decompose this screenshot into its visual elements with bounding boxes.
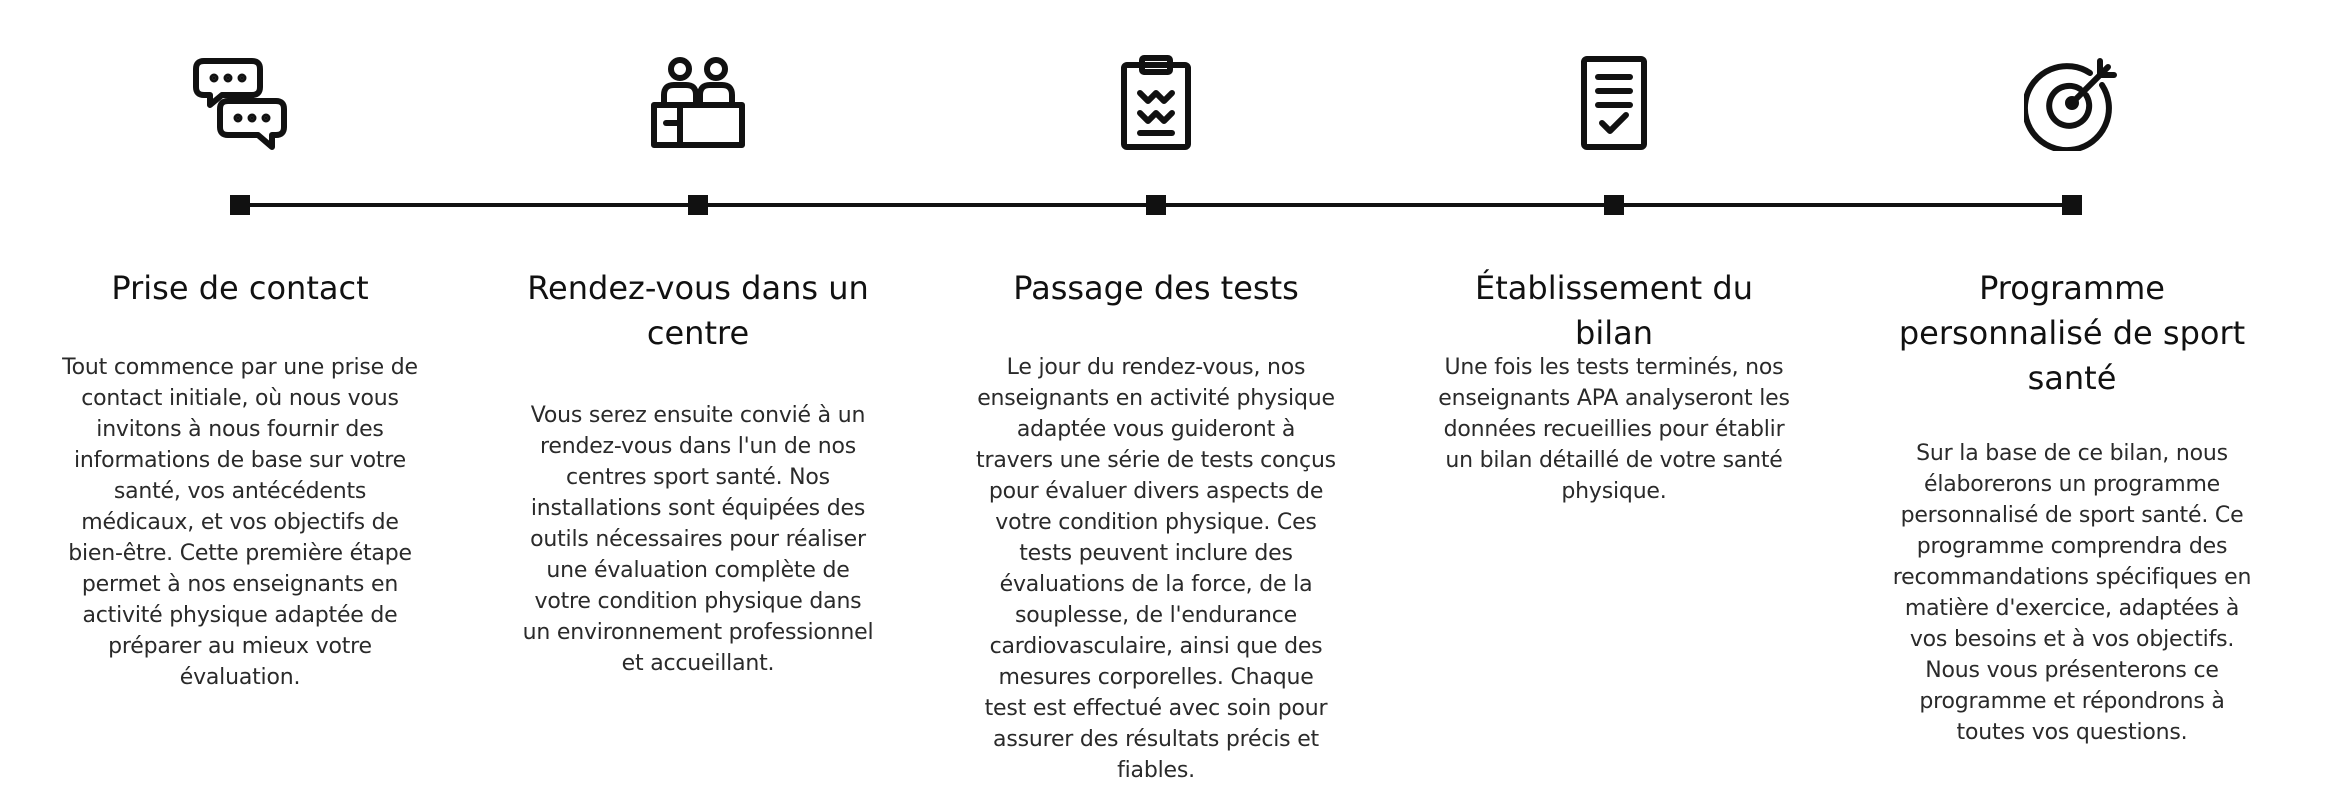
timeline-step-contact (60, 0, 420, 806)
step-title: Passage des tests (1013, 269, 1299, 307)
step-title: Prise de contact (111, 269, 369, 307)
timeline-step-tests (976, 0, 1336, 806)
timeline-step-report (1434, 0, 1794, 806)
step-description: Vous serez ensuite convié à un rendez-vous dans l'un de nos centres sport santé. Nos installations sont équipées des outils nécessaires pour réaliser une évaluation complète de votre condition physique dans un environnement professionnel et accueillant. (522, 403, 874, 676)
checklist-document-icon (1566, 55, 1662, 151)
step-description: Sur la base de ce bilan, nous élaborerons un programme personnalisé de sport santé. Ce programme comprendra des recommandations spécifiques en matière d'exercice, adaptées à vos besoins et à vos objectifs. Nous vous présenterons ce programme et répondrons à toutes vos questions. (1892, 441, 2252, 745)
timeline-marker (1604, 195, 1624, 215)
clipboard-test-icon (1108, 55, 1204, 151)
timeline-marker (1146, 195, 1166, 215)
step-description: Une fois les tests terminés, nos enseignants APA analyseront les données recueillies pour établir un bilan détaillé de votre santé physique. (1438, 355, 1790, 504)
timeline-marker (230, 195, 250, 215)
timeline-step-program (1892, 0, 2252, 806)
step-title: Rendez-vous dans un centre (527, 269, 869, 352)
timeline-marker (2062, 195, 2082, 215)
timeline-step-appointment (518, 0, 878, 806)
target-arrow-icon (2024, 55, 2120, 151)
meeting-people-icon (650, 55, 746, 151)
step-title: Programme personnalisé de sport santé (1898, 269, 2246, 397)
step-title: Établissement du bilan (1475, 269, 1753, 352)
timeline-marker (688, 195, 708, 215)
step-description: Le jour du rendez-vous, nos enseignants en activité physique adaptée vous guideront à travers une série de tests conçus pour évaluer divers aspects de votre condition physique. Ces tests peuvent inclure des évaluations de la force, de la souplesse, de l'endurance cardiovasculaire, ainsi que des mesures corporelles. Chaque test est effectué avec soin pour assurer des résultats précis et fiables. (976, 355, 1336, 783)
step-description: Tout commence par une prise de contact initiale, où nous vous invitons à nous fournir des informations de base sur votre santé, vos antécédents médicaux, et vos objectifs de bien-être. Cette première étape permet à nos enseignants en activité physique adaptée de préparer au mieux votre évaluation. (62, 355, 418, 690)
chat-bubbles-icon (192, 55, 288, 151)
